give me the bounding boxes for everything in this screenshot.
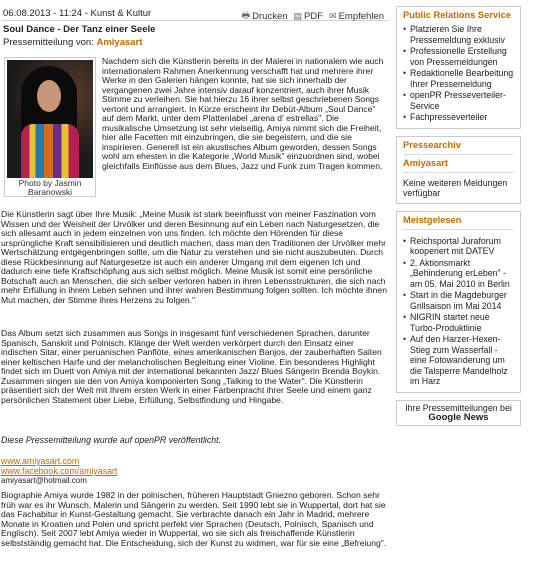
pr-service-item[interactable]: • Platzieren Sie Ihre Pressemeldung exklusiv bbox=[403, 24, 514, 45]
email-address: amiyasart@hotmail.com bbox=[1, 476, 87, 485]
pr-service-item[interactable]: • openPR Presseverteiler-Service bbox=[403, 90, 514, 111]
contact-links bbox=[1, 456, 387, 486]
divider bbox=[403, 172, 514, 173]
most-read-list bbox=[397, 233, 520, 387]
most-read-item[interactable]: • NIGRIN startet neue Turbo-Produktlinie bbox=[403, 312, 514, 333]
most-read-box bbox=[396, 211, 521, 393]
pdf-label: PDF bbox=[304, 10, 324, 22]
article-meta-bar bbox=[2, 6, 388, 21]
most-read-item[interactable]: • Reichsportal Juraforum kooperiert mit DATEV bbox=[403, 236, 514, 257]
printer-icon: 🖶 bbox=[241, 10, 251, 20]
google-news-box[interactable] bbox=[396, 400, 521, 426]
google-news-text: Ihre Pressemitteilungen bei bbox=[405, 402, 512, 413]
most-read-item[interactable]: • 2. Aktionsmarkt „Behinderung erLeben" - am 05. Mai 2010 in Berlin bbox=[403, 258, 514, 290]
print-label: Drucken bbox=[252, 10, 288, 22]
article-meta: 06.08.2013 - 11:24 - Kunst & Kultur bbox=[3, 8, 152, 19]
archive-company-link[interactable]: Amiyasart bbox=[403, 157, 448, 168]
pr-service-item[interactable]: • Fachpresseverteiler bbox=[403, 112, 514, 123]
artist-photo[interactable] bbox=[7, 60, 93, 178]
pr-service-item[interactable]: • Professionelle Erstellung von Pressemeldungen bbox=[403, 46, 514, 67]
press-archive-box bbox=[396, 136, 521, 204]
article-title: Soul Dance - Der Tanz einer Seele bbox=[3, 24, 156, 35]
pr-service-list bbox=[397, 21, 520, 123]
byline-prefix: Pressemitteilung von: bbox=[3, 37, 97, 48]
recommend-link[interactable] bbox=[329, 8, 384, 24]
openpr-disclaimer: Diese Pressemitteilung wurde auf openPR veröffentlicht. bbox=[1, 435, 222, 445]
pdf-link[interactable] bbox=[294, 8, 324, 24]
website-link[interactable]: www.amiyasart.com bbox=[1, 456, 80, 466]
most-read-item[interactable]: • Start in die Magdeburger Grillsaison im Mai 2014 bbox=[403, 290, 514, 311]
sidebar bbox=[396, 6, 521, 433]
most-read-title: Meistgelesen bbox=[403, 214, 462, 225]
mail-icon: ✉ bbox=[329, 10, 337, 21]
print-link[interactable] bbox=[242, 8, 288, 24]
byline bbox=[3, 37, 388, 48]
google-news-brand: Google News bbox=[428, 411, 489, 423]
photo-caption: Photo by Jasmin Baranowski bbox=[18, 178, 82, 197]
company-link[interactable]: Amiyasart bbox=[96, 37, 143, 48]
most-read-item[interactable]: • Auf den Harzer-Hexen-Stieg zum Wasserfall - eine Fotowanderung um die Talsperre Mandelholz im Harz bbox=[403, 334, 514, 387]
pdf-icon: ▤ bbox=[293, 10, 303, 21]
article-paragraph-1: Die Künstlerin sagt über Ihre Musik: „Meine Musik ist stark beeinflusst von meiner Faszination vom Wissen und der Weisheit der Urvölker und deren Besinnung auf ein Leben nach Naturgesetzen, die sich allesamt auch in jedem einzelnen von uns finden. Ich möchte den Hörenden für diese ursprüngliche Kraft sensibilisieren und deutlich machen, dass man den Traditionen der Urvölker mehr Wertschätzung entgegenbringen sollte, um die Natur zu verstehen und sie nicht auszubeuten. Durch diese Rückbesinnung auf Naturgesetze ist auch ein anderer Umgang mit dem eigenen Ich und dadurch eine tiefe Kraftschöpfung aus sich selbst möglich. Meine Musik ist somit eine persönliche Botschaft auch an Menschen, die sich selber verloren haben in ihren Lebensstrukturen, die sich nach mehr Erfüllung in ihrem Leben sehnen und ihrer wahren Bestimmung folgen sollten. Ich möchte ihnen Mut machen, der Stimme ihres Herzens zu folgen." bbox=[1, 209, 387, 305]
archive-empty-text: Keine weiteren Meldungen verfügbar bbox=[403, 177, 508, 198]
recommend-label: Empfehlen bbox=[338, 10, 384, 22]
biography: Biographie Amiya wurde 1982 in der polnischen, früheren Hauptstadt Gniezno geboren. Schon sehr früh war es ihr Wunsch, Malerin und Sängerin zu werden. Seit 1990 lebt sie in Wuppertal, dort hat sie das Fachabitur in Kunst-Gestaltung gemacht. Sie verbrachte danach ein Jahr in Madrid, mehrere Monate in Kroatien und Polen und spricht perfekt vier Sprachen (Deutsch, Polnisch, Spanisch und Englisch). Seit 2007 lebt Amiya wieder in Wuppertal, wo sie sich als freischaffende Künstlerin selbstständig gemacht hat. Die Entscheidung, sich der Kunst zu widmen, war für sie eine „Befreiung". bbox=[1, 490, 387, 548]
pr-service-box bbox=[396, 6, 521, 129]
facebook-link[interactable]: www.facebook.com/amiyasart bbox=[1, 466, 118, 476]
article-actions bbox=[242, 8, 384, 24]
article bbox=[2, 6, 388, 48]
divider bbox=[403, 229, 514, 230]
article-paragraph-2: Das Album setzt sich zusammen aus Songs in insgesamt fünf verschiedenen Sprachen, darunter Spanisch, Sanskrit und Polnisch. Klänge der Welt werden verkörpert durch den Einsatz einer indischen Sitar, einer peruanischen Panflöte, eines amerikanischen Banjos, der zauberhaften Saiten einer keltischen Harfe und der melancholischen Begleitung einer Violine. Ein besonderes Highlight findet sich im Duett von Amiya mit der international bekannten Jazz/ Blues Sängerin Brenda Boykin. Zusammen singen sie den von Amiya komponierten Song „Talking to the Water". Die Künstlerin präsentiert sich der Welt mit Ihrem ersten Werk in einer Farbenpracht ihrer Seele und einem ganz persönlichen Statement über Liebe, Erfüllung, Selbstfindung und Hingabe. bbox=[1, 328, 382, 405]
divider bbox=[403, 154, 514, 155]
article-intro: Nachdem sich die Künstlerin bereits in der Malerei in nationalem wie auch internationalem Rahmen Anerkennung verschafft hat und mehrere ihrer Werke in den Galerien hängen konnte, hat sie sich innerhalb der vergangenen zwei Jahre intensiv darauf konzentriert, auch ihrer Musik Stimme zu verleihen. Sie hat hierzu 16 ihrer selbst geschriebenen Songs vertont und arrangiert. In Kürze erscheint ihr Debüt-Album „Soul Dance" auf dem Markt, unter dem Plattenlabel „arena d' estrellas". Die musikalische Umsetzung ist sehr vielseitig, Amiya nimmt sich die Freiheit, hier alle Facetten mit einzubringen, die sie begeistern, und die sie inspirieren. Generell ist ein akustisches Album geworden, dessen Songs wohl am ehesten in die Kategorie „World Musik" einzuordnen sind, wobei gleichfalls Einflüsse aus dem Blues, Jazz und Funk zum Tragen kommen. bbox=[102, 56, 384, 171]
pr-service-title: Public Relations Service bbox=[403, 10, 511, 20]
artist-photo-frame bbox=[4, 57, 96, 197]
press-archive-title: Pressearchiv bbox=[403, 139, 461, 150]
pr-service-item[interactable]: • Redaktionelle Bearbeitung Ihrer Pressemeldung bbox=[403, 68, 514, 89]
